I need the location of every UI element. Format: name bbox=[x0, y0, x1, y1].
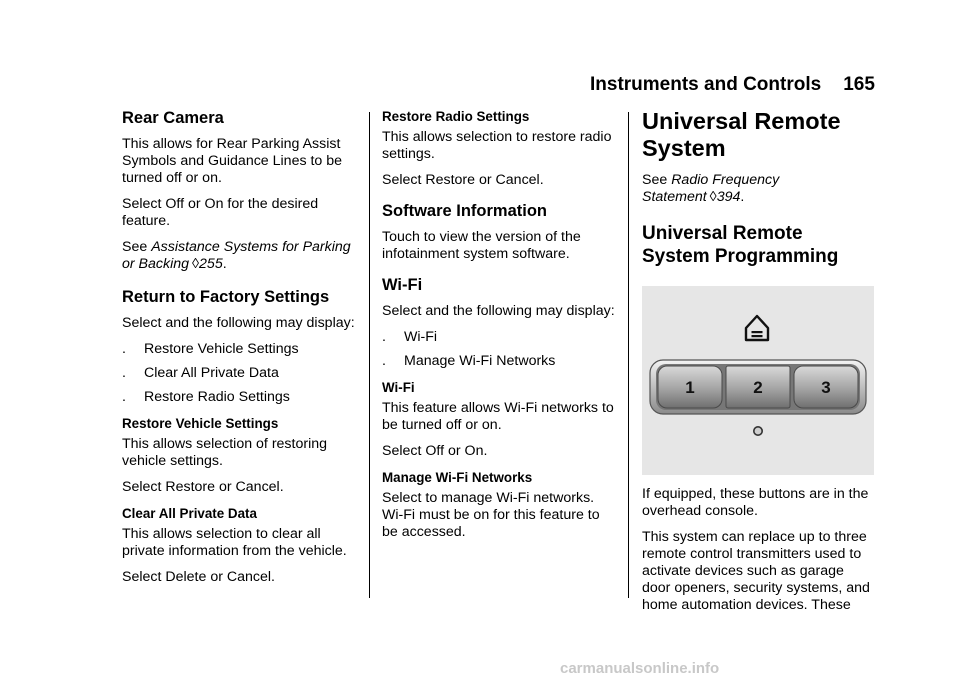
list-item bbox=[382, 329, 617, 346]
paragraph: Select to manage Wi-Fi networks. Wi-Fi must be on for this feature to be accessed. bbox=[382, 490, 600, 540]
list-item bbox=[122, 365, 360, 382]
paragraph: This allows selection to restore radio settings. bbox=[382, 129, 612, 162]
column-3 bbox=[642, 108, 874, 623]
bullet-icon: . bbox=[122, 389, 126, 405]
button-1[interactable] bbox=[658, 366, 722, 408]
paragraph: This system can replace up to three remote control transmitters used to activate devices such as garage door openers, security systems, and home automation devices. These bbox=[642, 529, 870, 613]
paragraph: Select Off or On. bbox=[382, 443, 488, 459]
paragraph: This allows for Rear Parking Assist Symbols and Guidance Lines to be turned off or on. bbox=[122, 136, 343, 186]
heading-wifi: Wi-Fi bbox=[382, 276, 423, 294]
paragraph: If equipped, these buttons are in the overhead console. bbox=[642, 486, 869, 519]
list-item bbox=[382, 353, 617, 370]
see-prefix: See bbox=[122, 239, 152, 255]
paragraph: Select Restore or Cancel. bbox=[382, 172, 544, 188]
paragraph: This allows selection of restoring vehicle settings. bbox=[122, 436, 328, 469]
see-suffix: . bbox=[222, 256, 227, 272]
bullet-icon: . bbox=[122, 341, 126, 357]
page-header bbox=[590, 74, 874, 96]
column-divider bbox=[369, 112, 370, 598]
section-title: Instruments and Controls bbox=[590, 74, 822, 95]
button-3[interactable] bbox=[794, 366, 858, 408]
subheading-restore-vehicle: Restore Vehicle Settings bbox=[122, 416, 279, 431]
heading-rear-camera: Rear Camera bbox=[122, 109, 224, 127]
column-1 bbox=[122, 108, 360, 595]
cross-reference bbox=[642, 172, 874, 206]
list-item-label: Restore Vehicle Settings bbox=[144, 341, 299, 357]
heading-universal-remote: Universal Remote System bbox=[642, 108, 841, 161]
subheading-manage-wifi: Manage Wi-Fi Networks bbox=[382, 470, 533, 485]
list-item bbox=[122, 389, 360, 406]
garage-home-icon bbox=[746, 316, 768, 340]
paragraph: Select Delete or Cancel. bbox=[122, 569, 275, 585]
see-prefix: See bbox=[642, 172, 672, 188]
list-item-label: Clear All Private Data bbox=[144, 365, 279, 381]
button-1-label: 1 bbox=[685, 378, 695, 397]
indicator-light-icon bbox=[754, 427, 762, 435]
page-number: 165 bbox=[843, 74, 875, 95]
heading-software-info: Software Information bbox=[382, 202, 548, 220]
paragraph: Select and the following may display: bbox=[122, 315, 355, 331]
watermark: carmanualsonline.info bbox=[560, 660, 720, 677]
cross-reference bbox=[122, 239, 360, 273]
list-item-label: Wi-Fi bbox=[404, 329, 438, 345]
reference-link[interactable]: Radio Frequency Statement bbox=[642, 172, 780, 205]
paragraph: Touch to view the version of the infotainment system software. bbox=[382, 229, 581, 262]
reference-icon: ◊ bbox=[192, 256, 200, 272]
paragraph: Select and the following may display: bbox=[382, 303, 615, 319]
see-suffix: . bbox=[740, 189, 745, 205]
paragraph: This allows selection to clear all private information from the vehicle. bbox=[122, 526, 347, 559]
reference-page[interactable]: 255 bbox=[199, 256, 223, 272]
button-2-label: 2 bbox=[753, 378, 763, 397]
remote-buttons-illustration bbox=[642, 286, 874, 475]
heading-programming: Universal Remote System Programming bbox=[642, 223, 839, 267]
bullet-icon: . bbox=[382, 353, 386, 369]
subheading-wifi: Wi-Fi bbox=[382, 380, 415, 395]
universal-remote-figure bbox=[642, 286, 874, 475]
list-item-label: Manage Wi-Fi Networks bbox=[404, 353, 556, 369]
button-3-label: 3 bbox=[821, 378, 831, 397]
column-2 bbox=[382, 108, 617, 550]
reference-icon: ◊ bbox=[709, 189, 717, 205]
reference-page[interactable]: 394 bbox=[716, 189, 741, 205]
subheading-restore-radio: Restore Radio Settings bbox=[382, 109, 530, 124]
button-2[interactable] bbox=[726, 366, 790, 408]
heading-factory-settings: Return to Factory Settings bbox=[122, 288, 330, 306]
paragraph: Select Off or On for the desired feature. bbox=[122, 196, 319, 229]
paragraph: Select Restore or Cancel. bbox=[122, 479, 284, 495]
paragraph: This feature allows Wi-Fi networks to be turned off or on. bbox=[382, 400, 614, 433]
bullet-icon: . bbox=[382, 329, 386, 345]
list-item-label: Restore Radio Settings bbox=[144, 389, 290, 405]
subheading-clear-private: Clear All Private Data bbox=[122, 506, 257, 521]
bullet-icon: . bbox=[122, 365, 126, 381]
column-divider bbox=[628, 112, 629, 598]
reference-link[interactable]: Assistance Systems for Parking or Backing bbox=[122, 239, 351, 272]
list-item bbox=[122, 341, 360, 358]
